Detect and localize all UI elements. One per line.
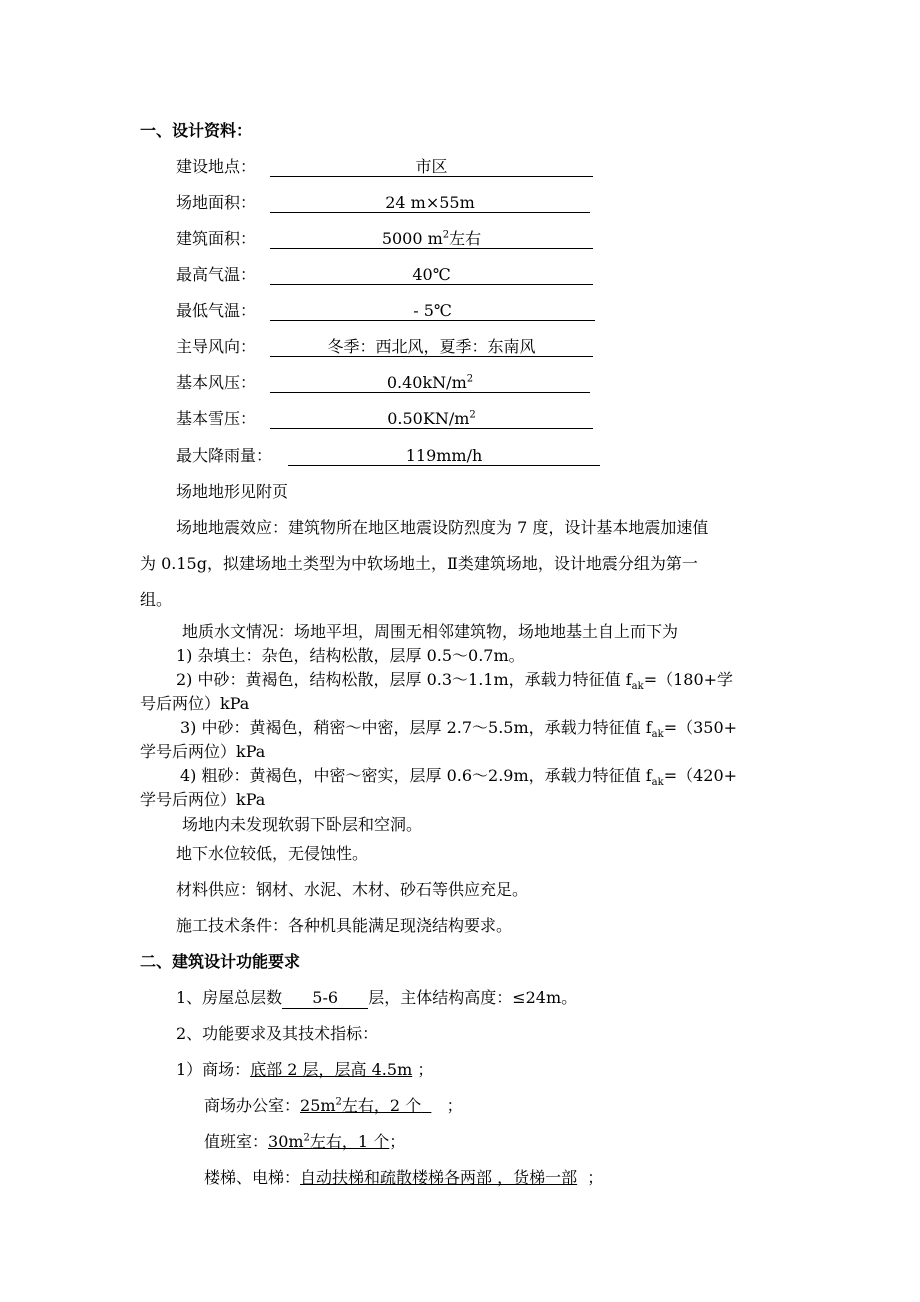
field-label-site: 建设地点： bbox=[176, 157, 257, 176]
terrain-note: 场地地形见附页 bbox=[176, 482, 289, 501]
function-title: 2、功能要求及其技术指标： bbox=[176, 1024, 379, 1043]
geology-layer-4: 4) 粗砂：黄褐色，中密～密实，层厚 0.6～2.9m，承载力特征值 $f_{ak}=(420+$ bbox=[180, 766, 738, 789]
field-label-building-area: 建筑面积： bbox=[176, 229, 257, 248]
section-1-title: 一、设计资料： bbox=[140, 121, 253, 140]
geology-intro: 地质水文情况：场地平坦，周围无相邻建筑物，场地地基土自上而下为 bbox=[182, 622, 679, 641]
field-value-wind-direction: 冬季：西北风，夏季：东南风 bbox=[270, 337, 593, 357]
seismic-line-3: 组。 bbox=[140, 590, 173, 609]
geology-layer-4-cont: 学号后两位）kPa bbox=[140, 790, 266, 809]
field-label-max-temp: 最高气温： bbox=[176, 265, 257, 284]
field-value-site: 市区 bbox=[270, 157, 593, 177]
office-requirement: 商场办公室：$25m^2$左右，2 个 ； bbox=[204, 1096, 463, 1115]
office-value: $25m^2$左右，2 个 bbox=[300, 1096, 422, 1115]
field-label-min-temp: 最低气温： bbox=[176, 301, 257, 320]
field-value-snow-pressure: $0.50KN/m^2$ bbox=[270, 409, 593, 429]
field-label-snow-pressure: 基本雪压： bbox=[176, 409, 257, 428]
geology-no-soft-layer: 场地内未发现软弱下卧层和空洞。 bbox=[182, 815, 423, 834]
field-label-area: 场地面积： bbox=[176, 193, 257, 212]
stairs-requirement: 楼梯、电梯：自动扶梯和疏散楼梯各两部 ，货梯一部 ； bbox=[204, 1168, 604, 1187]
field-label-wind-pressure: 基本风压： bbox=[176, 373, 257, 392]
mall-value: 底部 2 层，层高 4.5m bbox=[250, 1060, 413, 1079]
geology-layer-2: 2) 中砂：黄褐色，结构松散，层厚 0.3～1.1m，承载力特征值 $f_{ak}=(180+$学 bbox=[176, 670, 734, 693]
geology-layer-2-cont: 号后两位）kPa bbox=[140, 694, 250, 713]
field-label-wind-direction: 主导风向： bbox=[176, 337, 257, 356]
field-label-rainfall: 最大降雨量： bbox=[176, 446, 273, 465]
seismic-line-2: 为 0.15g，拟建场地土类型为中软场地土，Ⅱ类建筑场地，设计地震分组为第一 bbox=[140, 554, 698, 573]
field-value-max-temp: 40℃ bbox=[270, 265, 593, 285]
geology-layer-3: 3) 中砂：黄褐色，稍密～中密，层厚 2.7～5.5m，承载力特征值 $f_{ak}=(350+$ bbox=[180, 718, 738, 741]
field-value-wind-pressure: $0.40kN/m^2$ bbox=[270, 373, 590, 393]
section-2-title: 二、建筑设计功能要求 bbox=[140, 952, 301, 971]
stairs-value: 自动扶梯和疏散楼梯各两部 ，货梯一部 bbox=[300, 1168, 578, 1187]
floors-value: 5-6 bbox=[282, 988, 368, 1009]
floors-requirement: 1、房屋总层数 5-6 层，主体结构高度：≤24m。 bbox=[176, 988, 578, 1007]
geology-layer-1: 1) 杂填土：杂色，结构松散，层厚 0.5～0.7m。 bbox=[176, 646, 525, 665]
construction-note: 施工技术条件：各种机具能满足现浇结构要求。 bbox=[176, 916, 513, 935]
geology-layer-3-cont: 学号后两位）kPa bbox=[140, 742, 266, 761]
field-value-rainfall: 119mm/h bbox=[288, 446, 600, 466]
duty-room-requirement: 值班室：$30m^2$左右，1 个； bbox=[204, 1132, 406, 1151]
duty-room-value: $30m^2$左右，1 个 bbox=[268, 1132, 390, 1151]
field-value-building-area: 5000 $m^2$左右 bbox=[270, 229, 593, 249]
mall-requirement: 1）商场：底部 2 层，层高 4.5m ； bbox=[176, 1060, 434, 1079]
seismic-line-1: 场地地震效应：建筑物所在地区地震设防烈度为 7 度，设计基本地震加速值 bbox=[176, 518, 709, 537]
field-value-min-temp: - 5℃ bbox=[270, 301, 595, 321]
groundwater-note: 地下水位较低，无侵蚀性。 bbox=[176, 844, 369, 863]
field-value-area: 24 m×55m bbox=[270, 193, 590, 213]
materials-note: 材料供应：钢材、水泥、木材、砂石等供应充足。 bbox=[176, 880, 529, 899]
